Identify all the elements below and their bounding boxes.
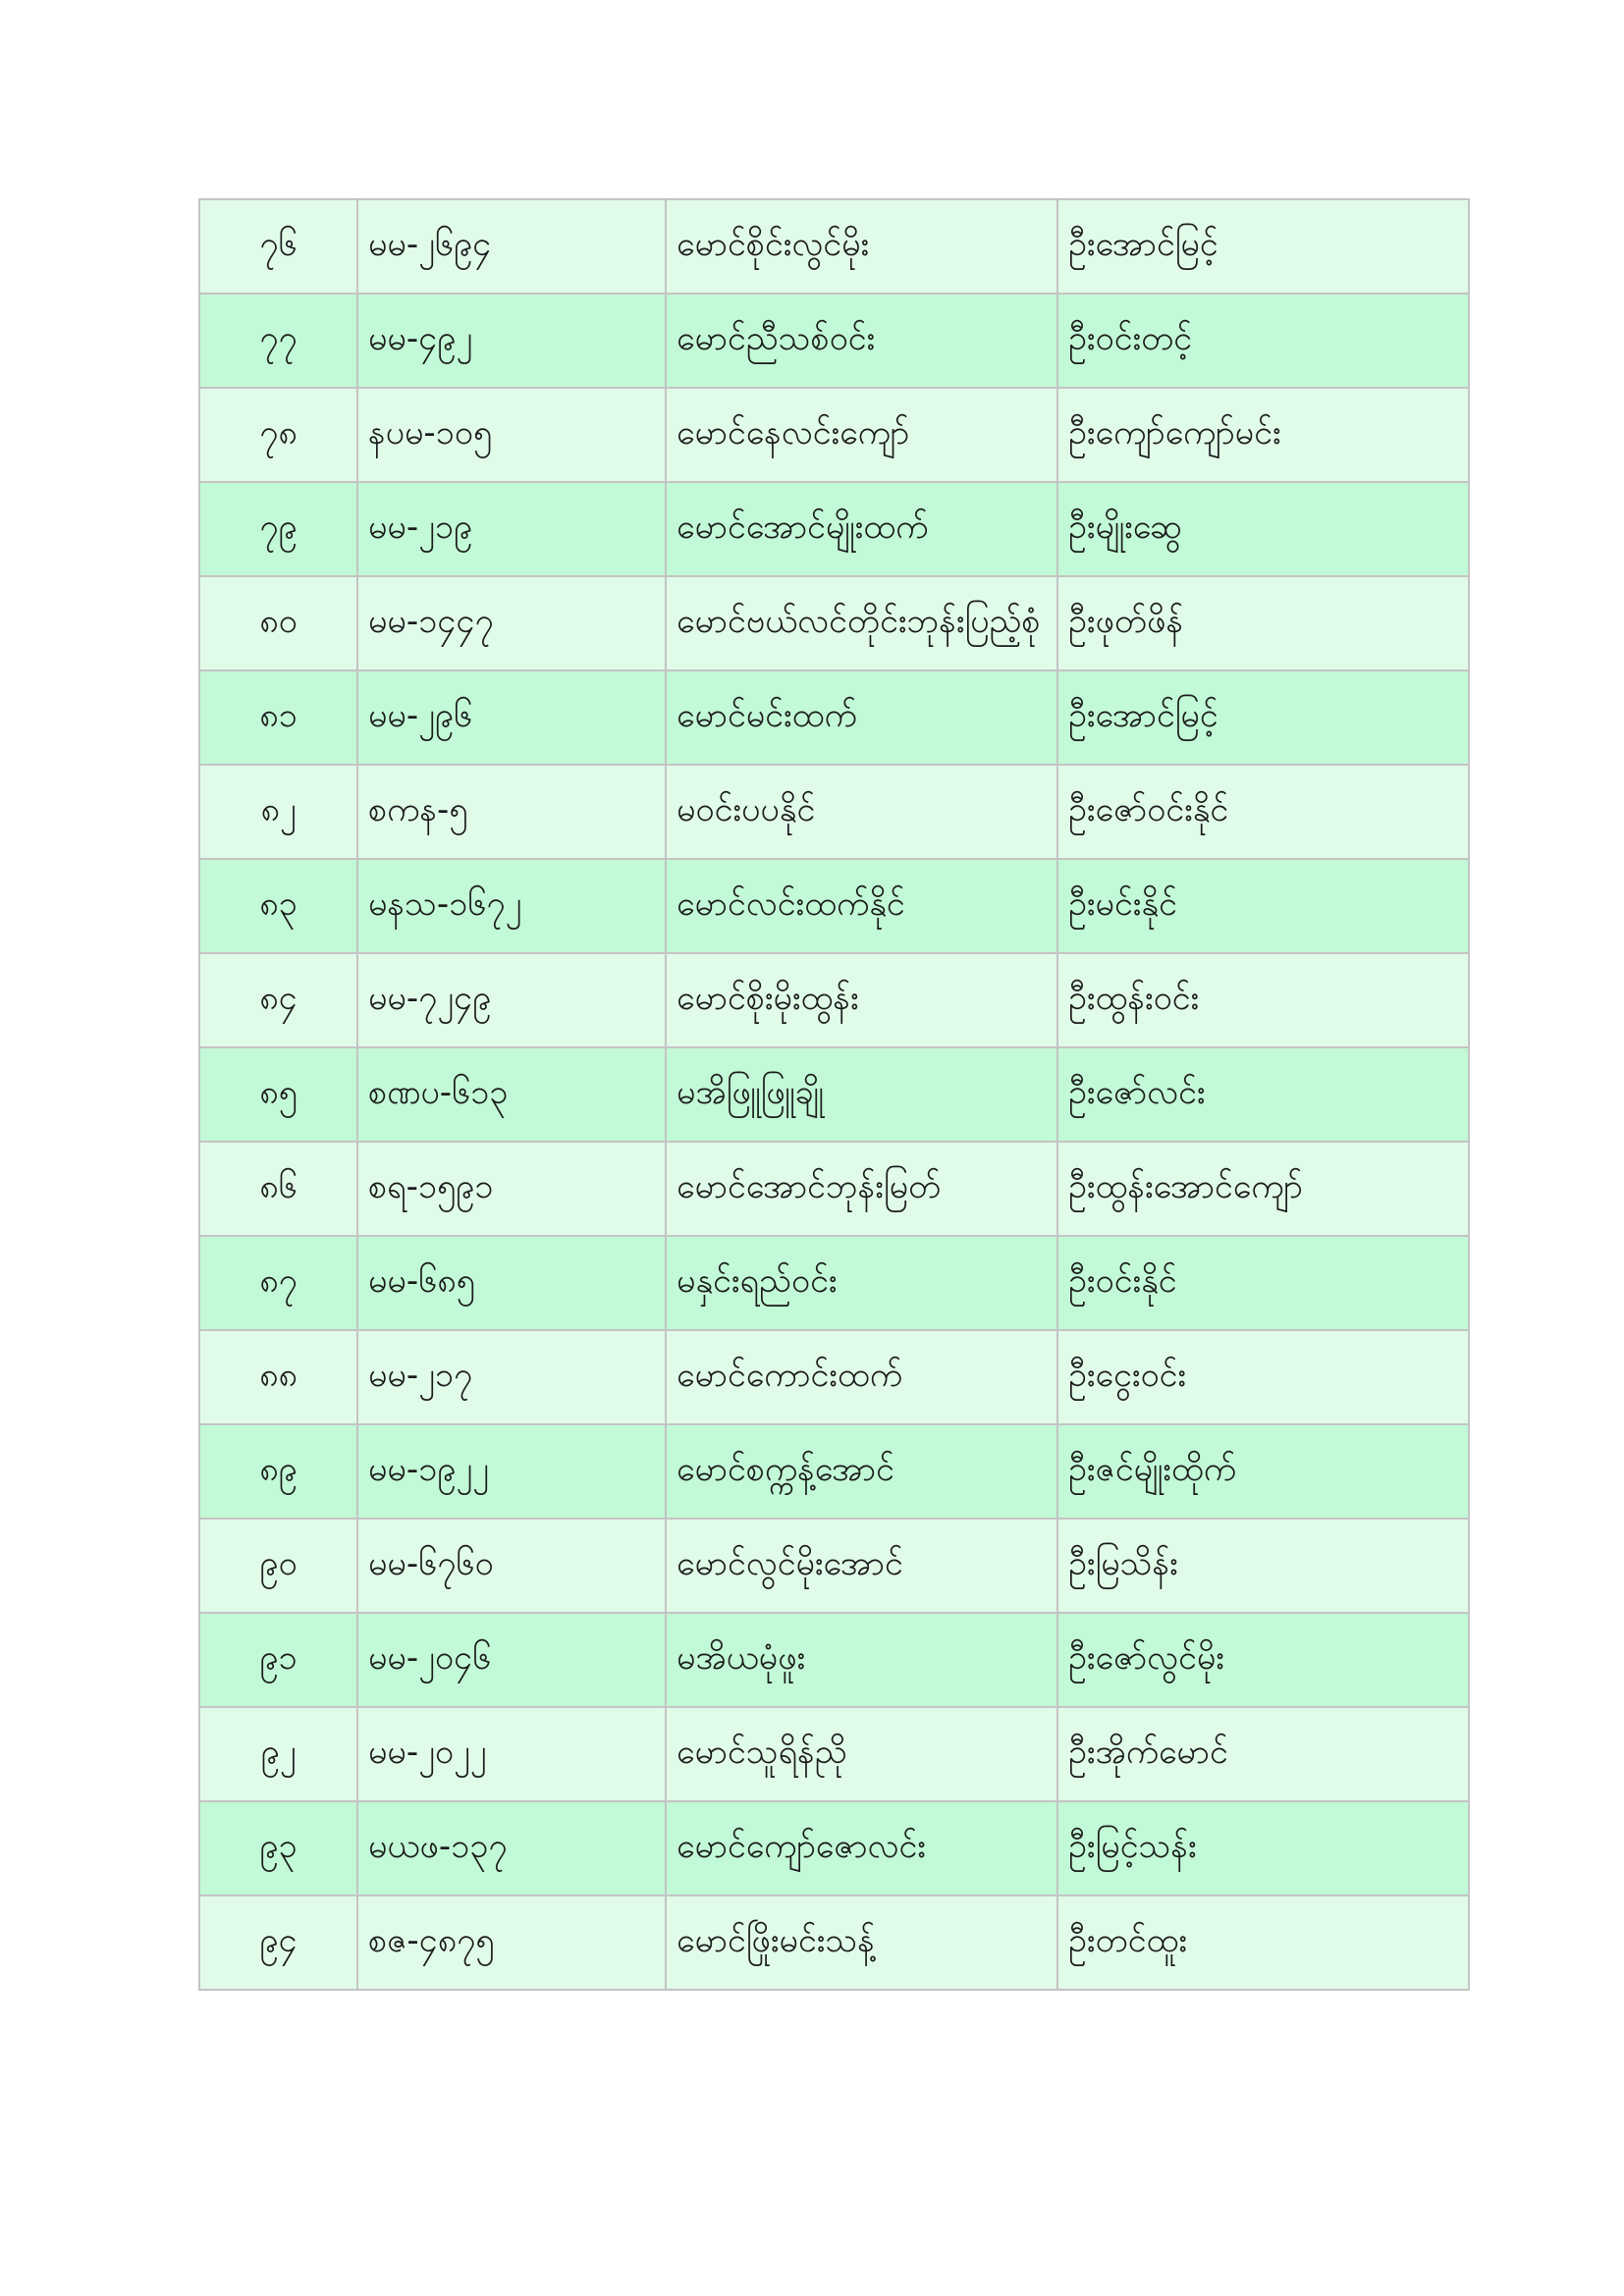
table-row bbox=[199, 953, 1469, 1047]
row-number: ၈၅ bbox=[199, 1047, 357, 1142]
row-number: ၈၃ bbox=[199, 859, 357, 953]
student-name: မောင်စိုင်းလွင်မိုး bbox=[666, 199, 1057, 294]
student-name: မောင်ကျော်ဇောလင်း bbox=[666, 1801, 1057, 1896]
row-number: ၇၇ bbox=[199, 294, 357, 388]
row-number: ၈၇ bbox=[199, 1236, 357, 1330]
student-name: မောင်စိုးမိုးထွန်း bbox=[666, 953, 1057, 1047]
registration-code: မမ-၂၁၉ bbox=[357, 482, 666, 576]
registration-code: မမ-၇၂၄၉ bbox=[357, 953, 666, 1047]
student-table bbox=[198, 198, 1470, 1991]
table-row bbox=[199, 294, 1469, 388]
table-row bbox=[199, 1330, 1469, 1424]
student-name: မောင်ဖြိုးမင်းသန့် bbox=[666, 1896, 1057, 1990]
father-name: ဦးဇော်လင်း bbox=[1057, 1047, 1469, 1142]
row-number: ၉၀ bbox=[199, 1519, 357, 1613]
table-row bbox=[199, 388, 1469, 482]
table-row bbox=[199, 1236, 1469, 1330]
table-row bbox=[199, 1047, 1469, 1142]
registration-code: မမ-၄၉၂ bbox=[357, 294, 666, 388]
table-row bbox=[199, 670, 1469, 765]
father-name: ဦးထွန်းဝင်း bbox=[1057, 953, 1469, 1047]
student-name: မောင်လွင်မိုးအောင် bbox=[666, 1519, 1057, 1613]
registration-code: စဇ-၄၈၇၅ bbox=[357, 1896, 666, 1990]
row-number: ၉၄ bbox=[199, 1896, 357, 1990]
father-name: ဦးငွေးဝင်း bbox=[1057, 1330, 1469, 1424]
father-name: ဦးမင်းနိုင် bbox=[1057, 859, 1469, 953]
father-name: ဦးအောင်မြင့် bbox=[1057, 670, 1469, 765]
row-number: ၇၆ bbox=[199, 199, 357, 294]
student-name: မောင်ကောင်းထက် bbox=[666, 1330, 1057, 1424]
row-number: ၈၈ bbox=[199, 1330, 357, 1424]
row-number: ၇၉ bbox=[199, 482, 357, 576]
student-name: မောင်နေလင်းကျော် bbox=[666, 388, 1057, 482]
registration-code: မနသ-၁၆၇၂ bbox=[357, 859, 666, 953]
student-name: မောင်စက္ကန့်အောင် bbox=[666, 1424, 1057, 1519]
student-name: မောင်သူရိန်ညို bbox=[666, 1707, 1057, 1801]
father-name: ဦးဝင်းနိုင် bbox=[1057, 1236, 1469, 1330]
registration-code: မမ-၆၇၆၀ bbox=[357, 1519, 666, 1613]
registration-code: မမ-၁၄၄၇ bbox=[357, 576, 666, 670]
table-row bbox=[199, 1896, 1469, 1990]
row-number: ၈၁ bbox=[199, 670, 357, 765]
student-name: မောင်မင်းထက် bbox=[666, 670, 1057, 765]
registration-code: မယဖ-၁၃၇ bbox=[357, 1801, 666, 1896]
table-body bbox=[199, 199, 1469, 1990]
row-number: ၇၈ bbox=[199, 388, 357, 482]
registration-code: မမ-၂၀၂၂ bbox=[357, 1707, 666, 1801]
row-number: ၉၃ bbox=[199, 1801, 357, 1896]
row-number: ၈၆ bbox=[199, 1142, 357, 1236]
father-name: ဦးမြသိန်း bbox=[1057, 1519, 1469, 1613]
student-name: မနှင်းရည်ဝင်း bbox=[666, 1236, 1057, 1330]
student-name: မောင်ဗယ်လင်တိုင်းဘုန်းပြည့်စုံ bbox=[666, 576, 1057, 670]
row-number: ၈၀ bbox=[199, 576, 357, 670]
student-name: မအိယမုံဖူး bbox=[666, 1613, 1057, 1707]
student-name: မောင်ညီသစ်ဝင်း bbox=[666, 294, 1057, 388]
table-row bbox=[199, 576, 1469, 670]
table-row bbox=[199, 1424, 1469, 1519]
student-name: မဝင်းပပနိုင် bbox=[666, 765, 1057, 859]
table-row bbox=[199, 1613, 1469, 1707]
father-name: ဦးဇော်လွင်မိုး bbox=[1057, 1613, 1469, 1707]
table-row bbox=[199, 1519, 1469, 1613]
father-name: ဦးအိုက်မောင် bbox=[1057, 1707, 1469, 1801]
row-number: ၈၄ bbox=[199, 953, 357, 1047]
table-row bbox=[199, 199, 1469, 294]
registration-code: မမ-၂၆၉၄ bbox=[357, 199, 666, 294]
table-row bbox=[199, 482, 1469, 576]
registration-code: မမ-၂၉၆ bbox=[357, 670, 666, 765]
student-name: မောင်အောင်မျိုးထက် bbox=[666, 482, 1057, 576]
table-row bbox=[199, 859, 1469, 953]
table-row bbox=[199, 1801, 1469, 1896]
table-row bbox=[199, 1707, 1469, 1801]
table-row bbox=[199, 1142, 1469, 1236]
father-name: ဦးဖုတ်ဖိန် bbox=[1057, 576, 1469, 670]
row-number: ၈၂ bbox=[199, 765, 357, 859]
father-name: ဦးဇင်မျိုးထိုက် bbox=[1057, 1424, 1469, 1519]
father-name: ဦးဝင်းတင့် bbox=[1057, 294, 1469, 388]
father-name: ဦးထွန်းအောင်ကျော် bbox=[1057, 1142, 1469, 1236]
father-name: ဦးဇော်ဝင်းနိုင် bbox=[1057, 765, 1469, 859]
row-number: ၉၁ bbox=[199, 1613, 357, 1707]
father-name: ဦးကျော်ကျော်မင်း bbox=[1057, 388, 1469, 482]
row-number: ၈၉ bbox=[199, 1424, 357, 1519]
table-row bbox=[199, 765, 1469, 859]
student-name: မအိဖြူဖြူချို bbox=[666, 1047, 1057, 1142]
father-name: ဦးမြင့်သန်း bbox=[1057, 1801, 1469, 1896]
student-name: မောင်အောင်ဘုန်းမြတ် bbox=[666, 1142, 1057, 1236]
row-number: ၉၂ bbox=[199, 1707, 357, 1801]
registration-code: စကန-၅ bbox=[357, 765, 666, 859]
registration-code: နပမ-၁၀၅ bbox=[357, 388, 666, 482]
registration-code: မမ-၂၁၇ bbox=[357, 1330, 666, 1424]
registration-code: မမ-၆၈၅ bbox=[357, 1236, 666, 1330]
student-name: မောင်လင်းထက်နိုင် bbox=[666, 859, 1057, 953]
registration-code: မမ-၁၉၂၂ bbox=[357, 1424, 666, 1519]
registration-code: မမ-၂၀၄၆ bbox=[357, 1613, 666, 1707]
father-name: ဦးအောင်မြင့် bbox=[1057, 199, 1469, 294]
father-name: ဦးမျိုးဆွေ bbox=[1057, 482, 1469, 576]
registration-code: စရ-၁၅၉၁ bbox=[357, 1142, 666, 1236]
father-name: ဦးတင်ထူး bbox=[1057, 1896, 1469, 1990]
registration-code: စဏပ-၆၁၃ bbox=[357, 1047, 666, 1142]
